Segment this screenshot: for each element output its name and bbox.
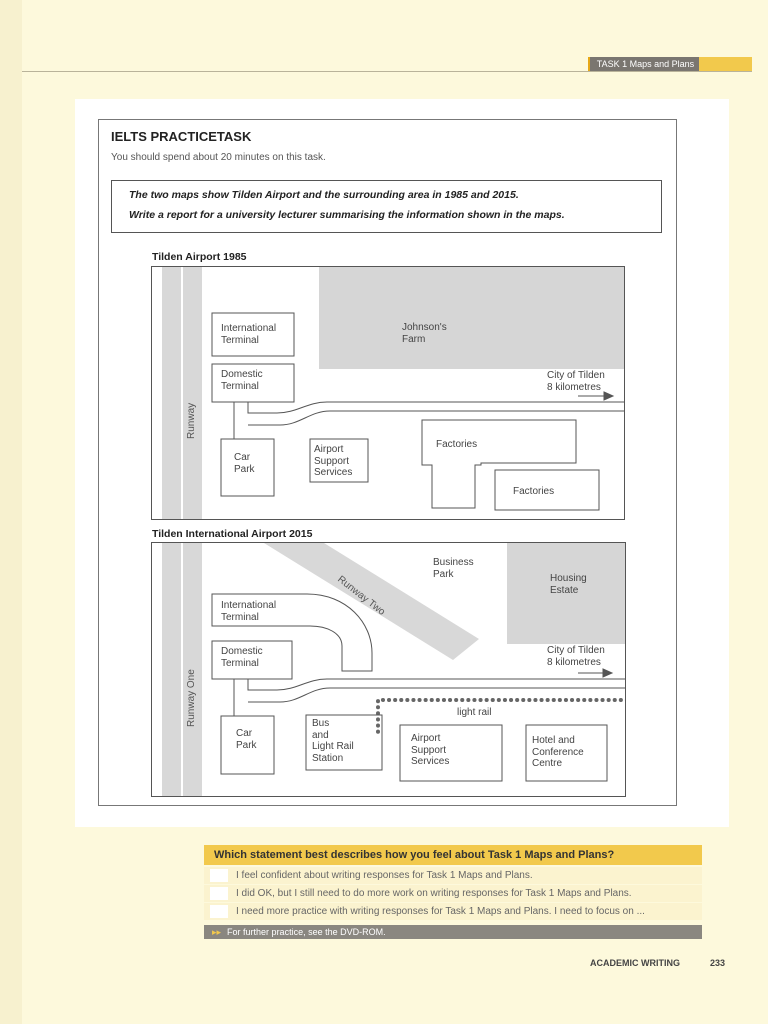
self-check-option-1-text: I feel confident about writing responses for Task 1 Maps and Plans. [236, 870, 533, 881]
international-terminal-label: International Terminal [221, 323, 277, 346]
section-tab-accent [699, 57, 752, 71]
car-park-connector [234, 679, 274, 716]
city-of-tilden-label: City of Tilden 8 kilometres [547, 645, 605, 668]
runway-two-label: Runway Two [335, 574, 387, 618]
car-park-connector [234, 402, 274, 439]
map-2015-title: Tilden International Airport 2015 [152, 528, 313, 540]
footer-section-name: ACADEMIC WRITING [590, 958, 680, 968]
self-check-checkbox-2[interactable] [210, 887, 228, 900]
domestic-terminal-label: Domestic Terminal [221, 646, 263, 669]
footer-page-number: 233 [710, 958, 726, 968]
light-rail-label: light rail [457, 707, 492, 718]
task-prompt-line-1: The two maps show Tilden Airport and the surrounding area in 1985 and 2015. [129, 189, 519, 201]
domestic-terminal-label: Domestic Terminal [221, 369, 263, 392]
self-check-checkbox-1[interactable] [210, 869, 228, 882]
self-check-question: Which statement best describes how you feel about Task 1 Maps and Plans? [204, 845, 702, 865]
self-check-checkbox-3[interactable] [210, 905, 228, 918]
johnsons-farm-area [319, 267, 625, 369]
johnsons-farm-label: Johnson's Farm [402, 322, 447, 345]
city-arrow [578, 392, 613, 400]
city-arrow [578, 669, 612, 677]
task-prompt-box [111, 180, 662, 233]
self-check-option-2[interactable] [204, 885, 702, 902]
map-1985-drawing [152, 267, 625, 520]
car-park-label: Car Park [234, 452, 255, 475]
dvd-note-text: For further practice, see the DVD-ROM. [227, 927, 386, 937]
dvd-note-bar [204, 925, 702, 939]
self-check-option-3[interactable] [204, 903, 702, 920]
task-prompt-line-2: Write a report for a university lecturer summarising the information shown in the maps. [129, 209, 565, 221]
self-check-option-3-text: I need more practice with writing responses for Task 1 Maps and Plans. I need to focus on ... [236, 906, 645, 917]
task-subtitle: You should spend about 20 minutes on this task. [111, 152, 326, 163]
map-2015 [151, 542, 626, 797]
factories-label-2: Factories [513, 486, 555, 497]
airport-support-label: Airport Support Services [411, 733, 450, 767]
bus-light-rail-station-label: Bus and Light Rail Station [312, 718, 354, 764]
map-1985-title: Tilden Airport 1985 [152, 251, 247, 263]
main-road [248, 402, 625, 425]
map-1985 [151, 266, 625, 520]
housing-estate-label: Housing Estate [550, 573, 587, 596]
self-check-option-2-text: I did OK, but I still need to do more work on writing responses for Task 1 Maps and Plans. [236, 888, 632, 899]
header-rule [22, 71, 752, 72]
runway-label: Runway [186, 402, 197, 439]
self-check-option-1[interactable] [204, 867, 702, 884]
double-arrow-icon: ▸▸ [212, 927, 222, 937]
international-terminal-label: International Terminal [221, 600, 277, 623]
business-park-label: Business Park [433, 557, 474, 580]
page-binding-edge [0, 0, 22, 1024]
task-title: IELTS PRACTICETASK [111, 129, 252, 144]
airport-support-label: Airport Support Services [314, 444, 353, 478]
runway-one-label: Runway One [186, 669, 197, 727]
hotel-conference-label: Hotel and Conference Centre [532, 735, 584, 769]
city-of-tilden-label: City of Tilden 8 kilometres [547, 370, 605, 393]
car-park-label: Car Park [236, 728, 257, 751]
factories-label-1: Factories [436, 439, 478, 450]
section-tab: TASK 1 Maps and Plans [588, 57, 701, 71]
